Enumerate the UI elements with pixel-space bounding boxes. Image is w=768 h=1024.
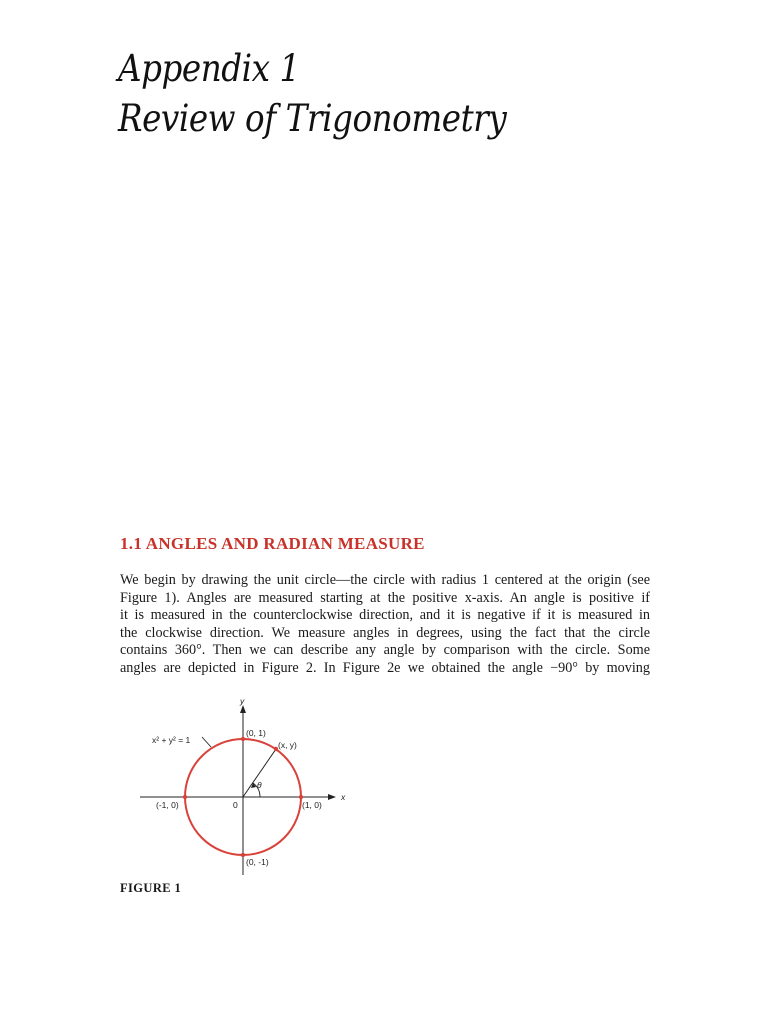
point-right-dot [299,795,303,799]
body-line-2: Figure 1). Angles are measured starting at the positive x-axis. An angle is positive if [120,589,650,606]
body-line-5: contains 360°. Then we can describe any angle by comparison with the circle. Some [120,642,650,659]
unit-circle-figure [140,695,360,880]
chapter-title-line2: Review of Trigonometry [118,97,507,140]
equation-pointer [202,737,211,747]
theta-label: θ [257,780,262,790]
section-heading: 1.1 ANGLES AND RADIAN MEASURE [120,534,425,553]
equation-label: x² + y² = 1 [152,735,191,745]
point-top-dot [241,737,245,741]
figure-caption: FIGURE 1 [120,881,182,895]
unit-circle-diagram [140,695,360,880]
point-left-label: (-1, 0) [156,800,179,810]
point-xy-label: (x, y) [278,740,297,750]
body-paragraph [120,572,650,678]
x-axis-arrow [328,794,336,800]
point-bottom-label: (0, -1) [246,857,269,867]
chapter-title-line1: Appendix 1 [118,47,300,90]
point-left-dot [183,795,187,799]
body-line-6: angles are depicted in Figure 2. In Figure 2e we obtained the angle −90° by moving [120,659,650,676]
body-line-1: We begin by drawing the unit circle—the circle with radius 1 centered at the origin (see [120,572,650,588]
point-top-label: (0, 1) [246,728,266,738]
body-line-3: it is measured in the counterclockwise direction, and it is negative if it is measured in [120,607,650,624]
y-axis-arrow [240,705,246,713]
chapter-title [118,44,506,144]
point-right-label: (1, 0) [302,800,322,810]
x-axis-label: x [341,792,346,802]
point-bottom-dot [241,853,245,857]
body-line-4: the clockwise direction. We measure angles in degrees, using the fact that the circle [120,624,650,641]
origin-label: 0 [233,800,238,810]
y-axis-label: y [240,696,245,706]
